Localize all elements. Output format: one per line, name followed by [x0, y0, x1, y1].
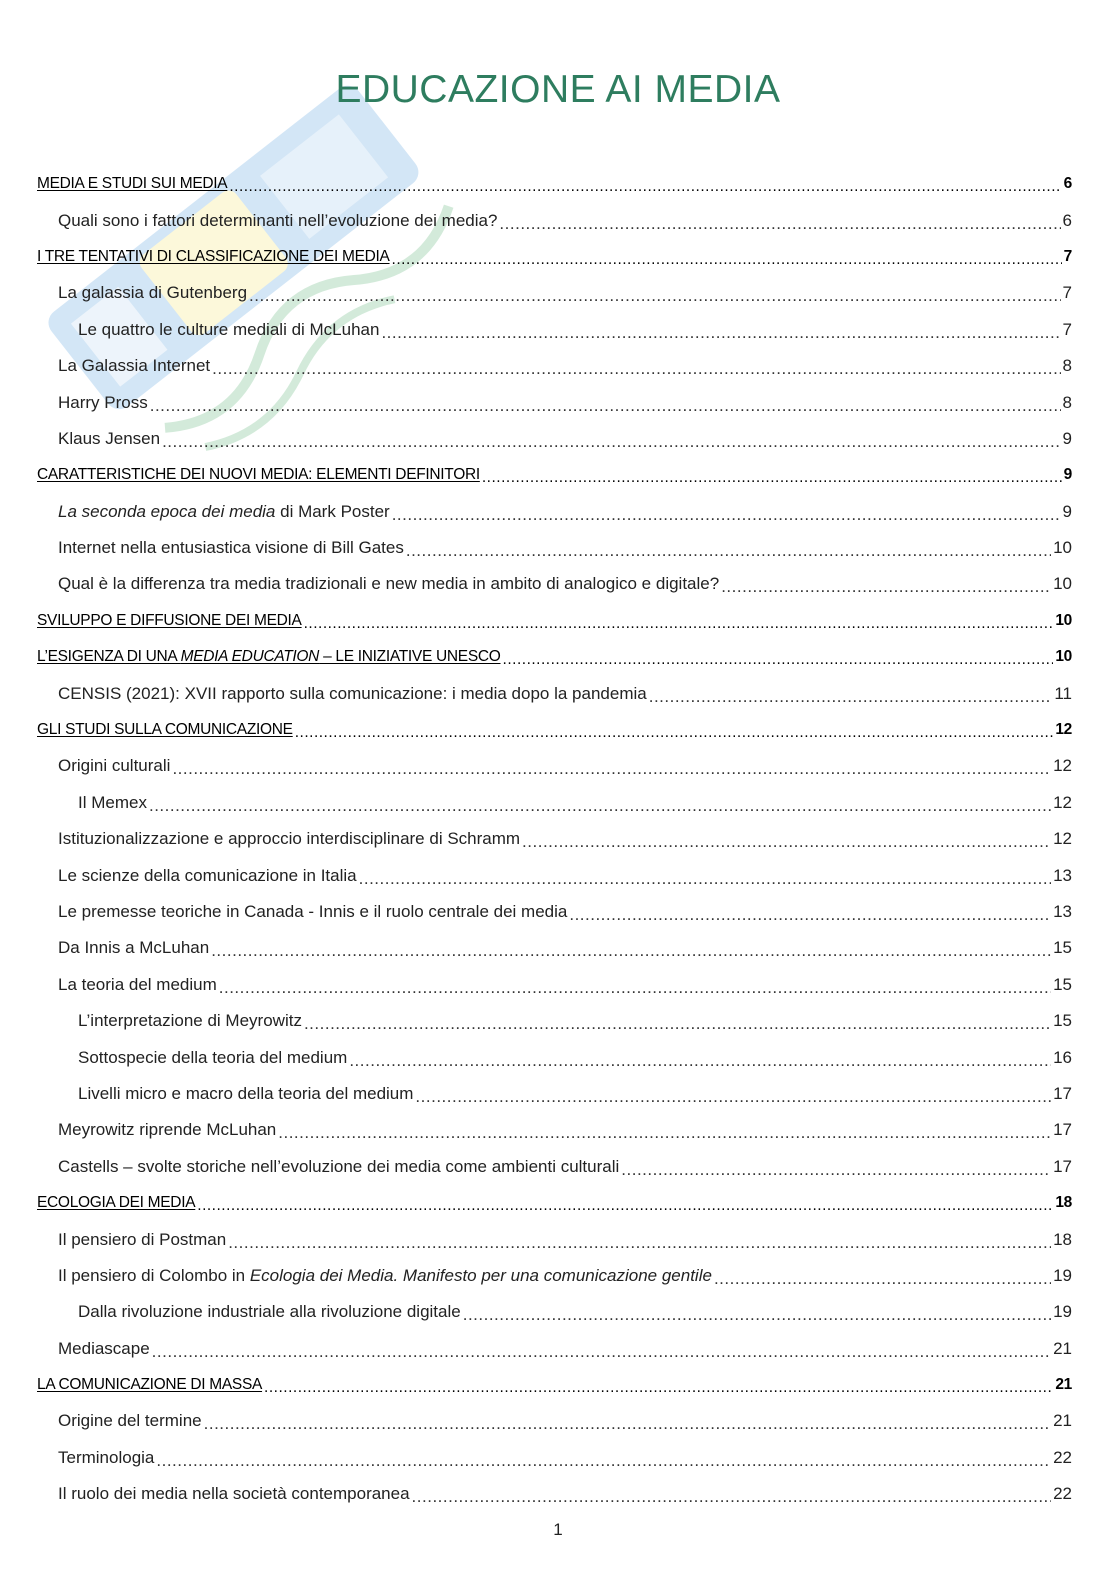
- toc-page-number: 7: [1062, 319, 1072, 339]
- toc-dot-leader: [150, 396, 1061, 416]
- toc-dot-leader: [412, 1487, 1052, 1507]
- toc-entry-text: Da Innis a McLuhan: [58, 938, 210, 958]
- toc-entry-label: [58, 393, 148, 413]
- toc-page-number: 11: [1054, 683, 1072, 703]
- toc-entry-label: [78, 320, 379, 340]
- toc-dot-leader: [219, 978, 1051, 998]
- toc-entry-label: [78, 1011, 302, 1031]
- toc-dot-leader: [482, 469, 1062, 487]
- toc-entry-label: [58, 1230, 226, 1250]
- toc-subsection-entry[interactable]: [37, 967, 1072, 1003]
- toc-entry-text: Le premesse teoriche in Canada - Innis e il ruolo centrale dei media: [58, 902, 568, 921]
- toc-subsection-entry[interactable]: [37, 1440, 1072, 1476]
- toc-subsection-entry[interactable]: [37, 348, 1072, 384]
- toc-dot-leader: [499, 214, 1060, 234]
- toc-subsection-entry[interactable]: [37, 1258, 1072, 1294]
- toc-entry-text: L’interpretazione di Meyrowitz: [78, 1011, 302, 1031]
- toc-page-number: 12: [1053, 756, 1072, 776]
- toc-page-number: 18: [1055, 1194, 1072, 1212]
- toc-entry-text: Internet nella entusiastica visione di Bill Gates: [58, 538, 404, 558]
- toc-page-number: 19: [1053, 1265, 1072, 1285]
- toc-entry-text: La galassia di Gutenberg: [58, 283, 248, 303]
- toc-subsection-entry[interactable]: [37, 202, 1072, 238]
- toc-page-number: 17: [1053, 1120, 1072, 1140]
- toc-entry-text: La teoria del medium: [58, 974, 217, 994]
- toc-entry-label: [58, 902, 567, 922]
- toc-page-number: 21: [1053, 1411, 1072, 1431]
- toc-page-number: 18: [1053, 1229, 1072, 1249]
- toc-entry-label: [37, 1376, 262, 1394]
- toc-section-entry[interactable]: [37, 239, 1072, 275]
- toc-entry-text: I TRE TENTATIVI DI CLASSIFICAZIONE DEI MEDIA: [37, 247, 390, 265]
- toc-dot-leader: [229, 178, 1061, 196]
- toc-entry-text: La Galassia Internet: [58, 356, 211, 376]
- toc-page-number: 6: [1062, 210, 1072, 230]
- toc-section-entry[interactable]: [37, 166, 1072, 202]
- toc-dot-leader: [359, 869, 1051, 889]
- toc-subsection-entry[interactable]: [37, 1149, 1072, 1185]
- toc-page-number: 21: [1053, 1338, 1072, 1358]
- toc-subsection-entry[interactable]: [37, 1112, 1072, 1148]
- toc-subsection-entry[interactable]: [37, 312, 1072, 348]
- toc-entry-text: L’ESIGENZA DI UNA: [37, 648, 181, 666]
- toc-dot-leader: [149, 796, 1051, 816]
- toc-page-number: 12: [1053, 829, 1072, 849]
- toc-entry-text: Mediascape: [58, 1338, 150, 1358]
- toc-page-number: 13: [1053, 865, 1072, 885]
- toc-subsection-entry[interactable]: [37, 421, 1072, 457]
- toc-section-entry[interactable]: [37, 457, 1072, 493]
- toc-entry-label: [78, 1084, 413, 1104]
- toc-dot-leader: [503, 651, 1054, 669]
- toc-page-number: 19: [1053, 1302, 1072, 1322]
- toc-entry-text: MEDIA E STUDI SUI MEDIA: [37, 175, 228, 193]
- page-number: 1: [553, 1520, 563, 1539]
- toc-entry-label: [58, 684, 647, 704]
- toc-entry-text: Castells – svolte storiche nell’evoluzione dei media come ambienti culturali: [58, 1156, 620, 1176]
- toc-page-number: 8: [1062, 392, 1072, 412]
- toc-dot-leader: [304, 1014, 1051, 1034]
- toc-entry-label: [58, 938, 209, 958]
- toc-entry-label: [78, 1048, 347, 1068]
- toc-page-number: 10: [1055, 611, 1072, 629]
- toc-page-number: 9: [1062, 428, 1072, 448]
- toc-entry-label: [78, 1302, 461, 1322]
- toc-dot-leader: [228, 1233, 1051, 1253]
- toc-subsection-entry[interactable]: [37, 530, 1072, 566]
- toc-dot-leader: [156, 1451, 1051, 1471]
- toc-entry-label: [58, 538, 404, 558]
- toc-subsection-entry[interactable]: [37, 785, 1072, 821]
- toc-dot-leader: [569, 905, 1051, 925]
- toc-entry-label: [58, 356, 210, 376]
- toc-dot-leader: [392, 505, 1061, 525]
- toc-page-number: 12: [1055, 721, 1072, 739]
- toc-subsection-entry[interactable]: [37, 275, 1072, 311]
- toc-dot-leader: [152, 1342, 1051, 1362]
- toc-subsection-entry[interactable]: [37, 384, 1072, 420]
- toc-entry-label: [58, 1339, 150, 1359]
- toc-dot-leader: [415, 1087, 1051, 1107]
- toc-entry-text: ECOLOGIA DEI MEDIA: [37, 1194, 196, 1212]
- toc-dot-leader: [162, 432, 1060, 452]
- toc-page-number: 10: [1053, 574, 1072, 594]
- toc-entry-label: [58, 1448, 154, 1468]
- toc-dot-leader: [349, 1051, 1051, 1071]
- toc-dot-leader: [522, 832, 1051, 852]
- toc-section-entry[interactable]: [37, 712, 1072, 748]
- toc-entry-text: CENSIS (2021): XVII rapporto sulla comunicazione: i media dopo la pandemia: [58, 683, 647, 703]
- toc-subsection-entry[interactable]: [37, 494, 1072, 530]
- toc-subsection-entry[interactable]: [37, 894, 1072, 930]
- toc-entry-text: Le scienze della comunicazione in Italia: [58, 865, 357, 885]
- toc-page-number: 15: [1053, 974, 1072, 994]
- toc-page-number: 12: [1053, 792, 1072, 812]
- toc-entry-text: Il pensiero di Colombo in: [58, 1265, 250, 1285]
- toc-subsection-entry[interactable]: [37, 1221, 1072, 1257]
- toc-dot-leader: [381, 323, 1060, 343]
- toc-subsection-entry[interactable]: [37, 1076, 1072, 1112]
- toc-page-number: 15: [1053, 938, 1072, 958]
- toc-dot-leader: [295, 724, 1054, 742]
- toc-page-number: 9: [1062, 501, 1072, 521]
- toc-entry-text: Istituzionalizzazione e approccio interdisciplinare di Schramm: [58, 829, 521, 849]
- toc-entry-text: Quali sono i fattori determinanti nell’evoluzione dei media?: [58, 210, 498, 230]
- toc-subsection-entry[interactable]: [37, 1403, 1072, 1439]
- toc-entry-label: [58, 756, 170, 776]
- toc-entry-label: [58, 1411, 202, 1431]
- toc-entry-label: [58, 1157, 619, 1177]
- toc-page-number: 17: [1053, 1156, 1072, 1176]
- document-title: EDUCAZIONE AI MEDIA: [335, 68, 781, 111]
- toc-entry-text: Harry Pross: [58, 392, 148, 412]
- toc-entry-text: LA COMUNICAZIONE DI MASSA: [37, 1376, 263, 1394]
- toc-entry-label: [37, 466, 480, 484]
- toc-entry-text: MEDIA EDUCATION: [180, 648, 320, 666]
- toc-entry-label: [37, 175, 227, 193]
- toc-section-entry[interactable]: [37, 603, 1072, 639]
- toc-subsection-entry[interactable]: [37, 566, 1072, 602]
- toc-entry-text: Meyrowitz riprende McLuhan: [58, 1120, 277, 1140]
- toc-dot-leader: [204, 1414, 1051, 1434]
- toc-entry-text: GLI STUDI SULLA COMUNICAZIONE: [37, 721, 293, 739]
- toc-entry-text: Ecologia dei Media. Manifesto per una comunicazione gentile: [249, 1265, 712, 1285]
- toc-subsection-entry[interactable]: [37, 821, 1072, 857]
- toc-dot-leader: [278, 1123, 1051, 1143]
- toc-entry-text: Le quattro le culture mediali di McLuhan: [78, 319, 380, 339]
- toc-dot-leader: [621, 1160, 1051, 1180]
- toc-entry-label: [58, 429, 160, 449]
- toc-entry-label: [37, 248, 390, 266]
- toc-entry-text: Il Memex: [78, 792, 147, 812]
- toc-entry-text: Livelli micro e macro della teoria del medium: [78, 1083, 414, 1103]
- toc-entry-text: di Mark Poster: [275, 501, 390, 521]
- toc-entry-text: Dalla rivoluzione industriale alla rivoluzione digitale: [78, 1302, 461, 1322]
- toc-dot-leader: [721, 577, 1051, 597]
- toc-entry-label: [37, 721, 293, 739]
- toc-page-number: 10: [1053, 538, 1072, 558]
- toc-entry-text: Origini culturali: [58, 756, 171, 776]
- toc-entry-label: [58, 211, 497, 231]
- toc-subsection-entry[interactable]: [37, 857, 1072, 893]
- toc-entry-text: Sottospecie della teoria del medium: [78, 1047, 348, 1067]
- toc-subsection-entry[interactable]: [37, 1003, 1072, 1039]
- toc-page-number: 9: [1063, 466, 1072, 484]
- toc-dot-leader: [304, 615, 1054, 633]
- toc-entry-text: Qual è la differenza tra media tradizionali e new media in ambito di analogico e digitale?: [58, 574, 720, 594]
- toc-page-number: 17: [1053, 1083, 1072, 1103]
- toc-dot-leader: [264, 1379, 1053, 1397]
- toc-page-number: 10: [1055, 648, 1072, 666]
- toc-section-entry[interactable]: [37, 1367, 1072, 1403]
- toc-page-number: 6: [1063, 175, 1072, 193]
- toc-page-number: 22: [1053, 1484, 1072, 1504]
- toc-dot-leader: [392, 251, 1062, 269]
- toc-dot-leader: [406, 541, 1051, 561]
- toc-subsection-entry[interactable]: [37, 1039, 1072, 1075]
- toc-entry-text: Il ruolo dei media nella società contemporanea: [58, 1484, 410, 1504]
- toc-entry-label: [58, 502, 390, 522]
- toc-dot-leader: [649, 687, 1053, 707]
- table-of-contents: [37, 166, 1072, 1512]
- toc-entry-text: La seconda epoca dei media: [58, 501, 276, 521]
- toc-subsection-entry[interactable]: [37, 930, 1072, 966]
- toc-entry-label: [58, 1266, 712, 1286]
- toc-page-number: 21: [1055, 1376, 1072, 1394]
- toc-page-number: 8: [1062, 356, 1072, 376]
- toc-entry-text: Terminologia: [58, 1447, 155, 1467]
- toc-section-entry[interactable]: [37, 639, 1072, 675]
- toc-entry-text: CARATTERISTICHE DEI NUOVI MEDIA: ELEMENTI DEFINITORI: [37, 466, 480, 484]
- toc-entry-label: [37, 1194, 195, 1212]
- toc-entry-text: Origine del termine: [58, 1411, 202, 1431]
- toc-entry-label: [58, 829, 520, 849]
- toc-entry-label: [37, 612, 302, 630]
- toc-entry-label: [58, 975, 217, 995]
- toc-section-entry[interactable]: [37, 1185, 1072, 1221]
- toc-dot-leader: [249, 286, 1061, 306]
- toc-dot-leader: [212, 359, 1060, 379]
- toc-dot-leader: [197, 1197, 1053, 1215]
- toc-subsection-entry[interactable]: [37, 675, 1072, 711]
- toc-dot-leader: [463, 1305, 1051, 1325]
- toc-entry-text: Klaus Jensen: [58, 428, 161, 448]
- toc-page-number: 7: [1062, 283, 1072, 303]
- toc-entry-text: Il pensiero di Postman: [58, 1229, 227, 1249]
- toc-page-number: 22: [1053, 1447, 1072, 1467]
- toc-entry-text: – LE INIZIATIVE UNESCO: [319, 648, 501, 666]
- toc-page-number: 7: [1063, 247, 1072, 265]
- toc-page-number: 15: [1053, 1011, 1072, 1031]
- toc-entry-label: [58, 283, 247, 303]
- toc-dot-leader: [211, 941, 1051, 961]
- toc-page-number: 13: [1053, 902, 1072, 921]
- toc-dot-leader: [714, 1269, 1051, 1289]
- toc-dot-leader: [172, 759, 1051, 779]
- toc-subsection-entry[interactable]: [37, 1294, 1072, 1330]
- toc-entry-label: [58, 1120, 276, 1140]
- toc-entry-label: [37, 648, 501, 666]
- toc-entry-label: [78, 793, 147, 813]
- toc-entry-label: [58, 1484, 410, 1504]
- toc-page-number: 16: [1053, 1047, 1072, 1067]
- toc-entry-label: [58, 866, 357, 886]
- toc-subsection-entry[interactable]: [37, 1476, 1072, 1512]
- toc-subsection-entry[interactable]: [37, 1331, 1072, 1367]
- toc-entry-label: [58, 574, 719, 594]
- toc-subsection-entry[interactable]: [37, 748, 1072, 784]
- toc-entry-text: SVILUPPO E DIFFUSIONE DEI MEDIA: [37, 611, 302, 629]
